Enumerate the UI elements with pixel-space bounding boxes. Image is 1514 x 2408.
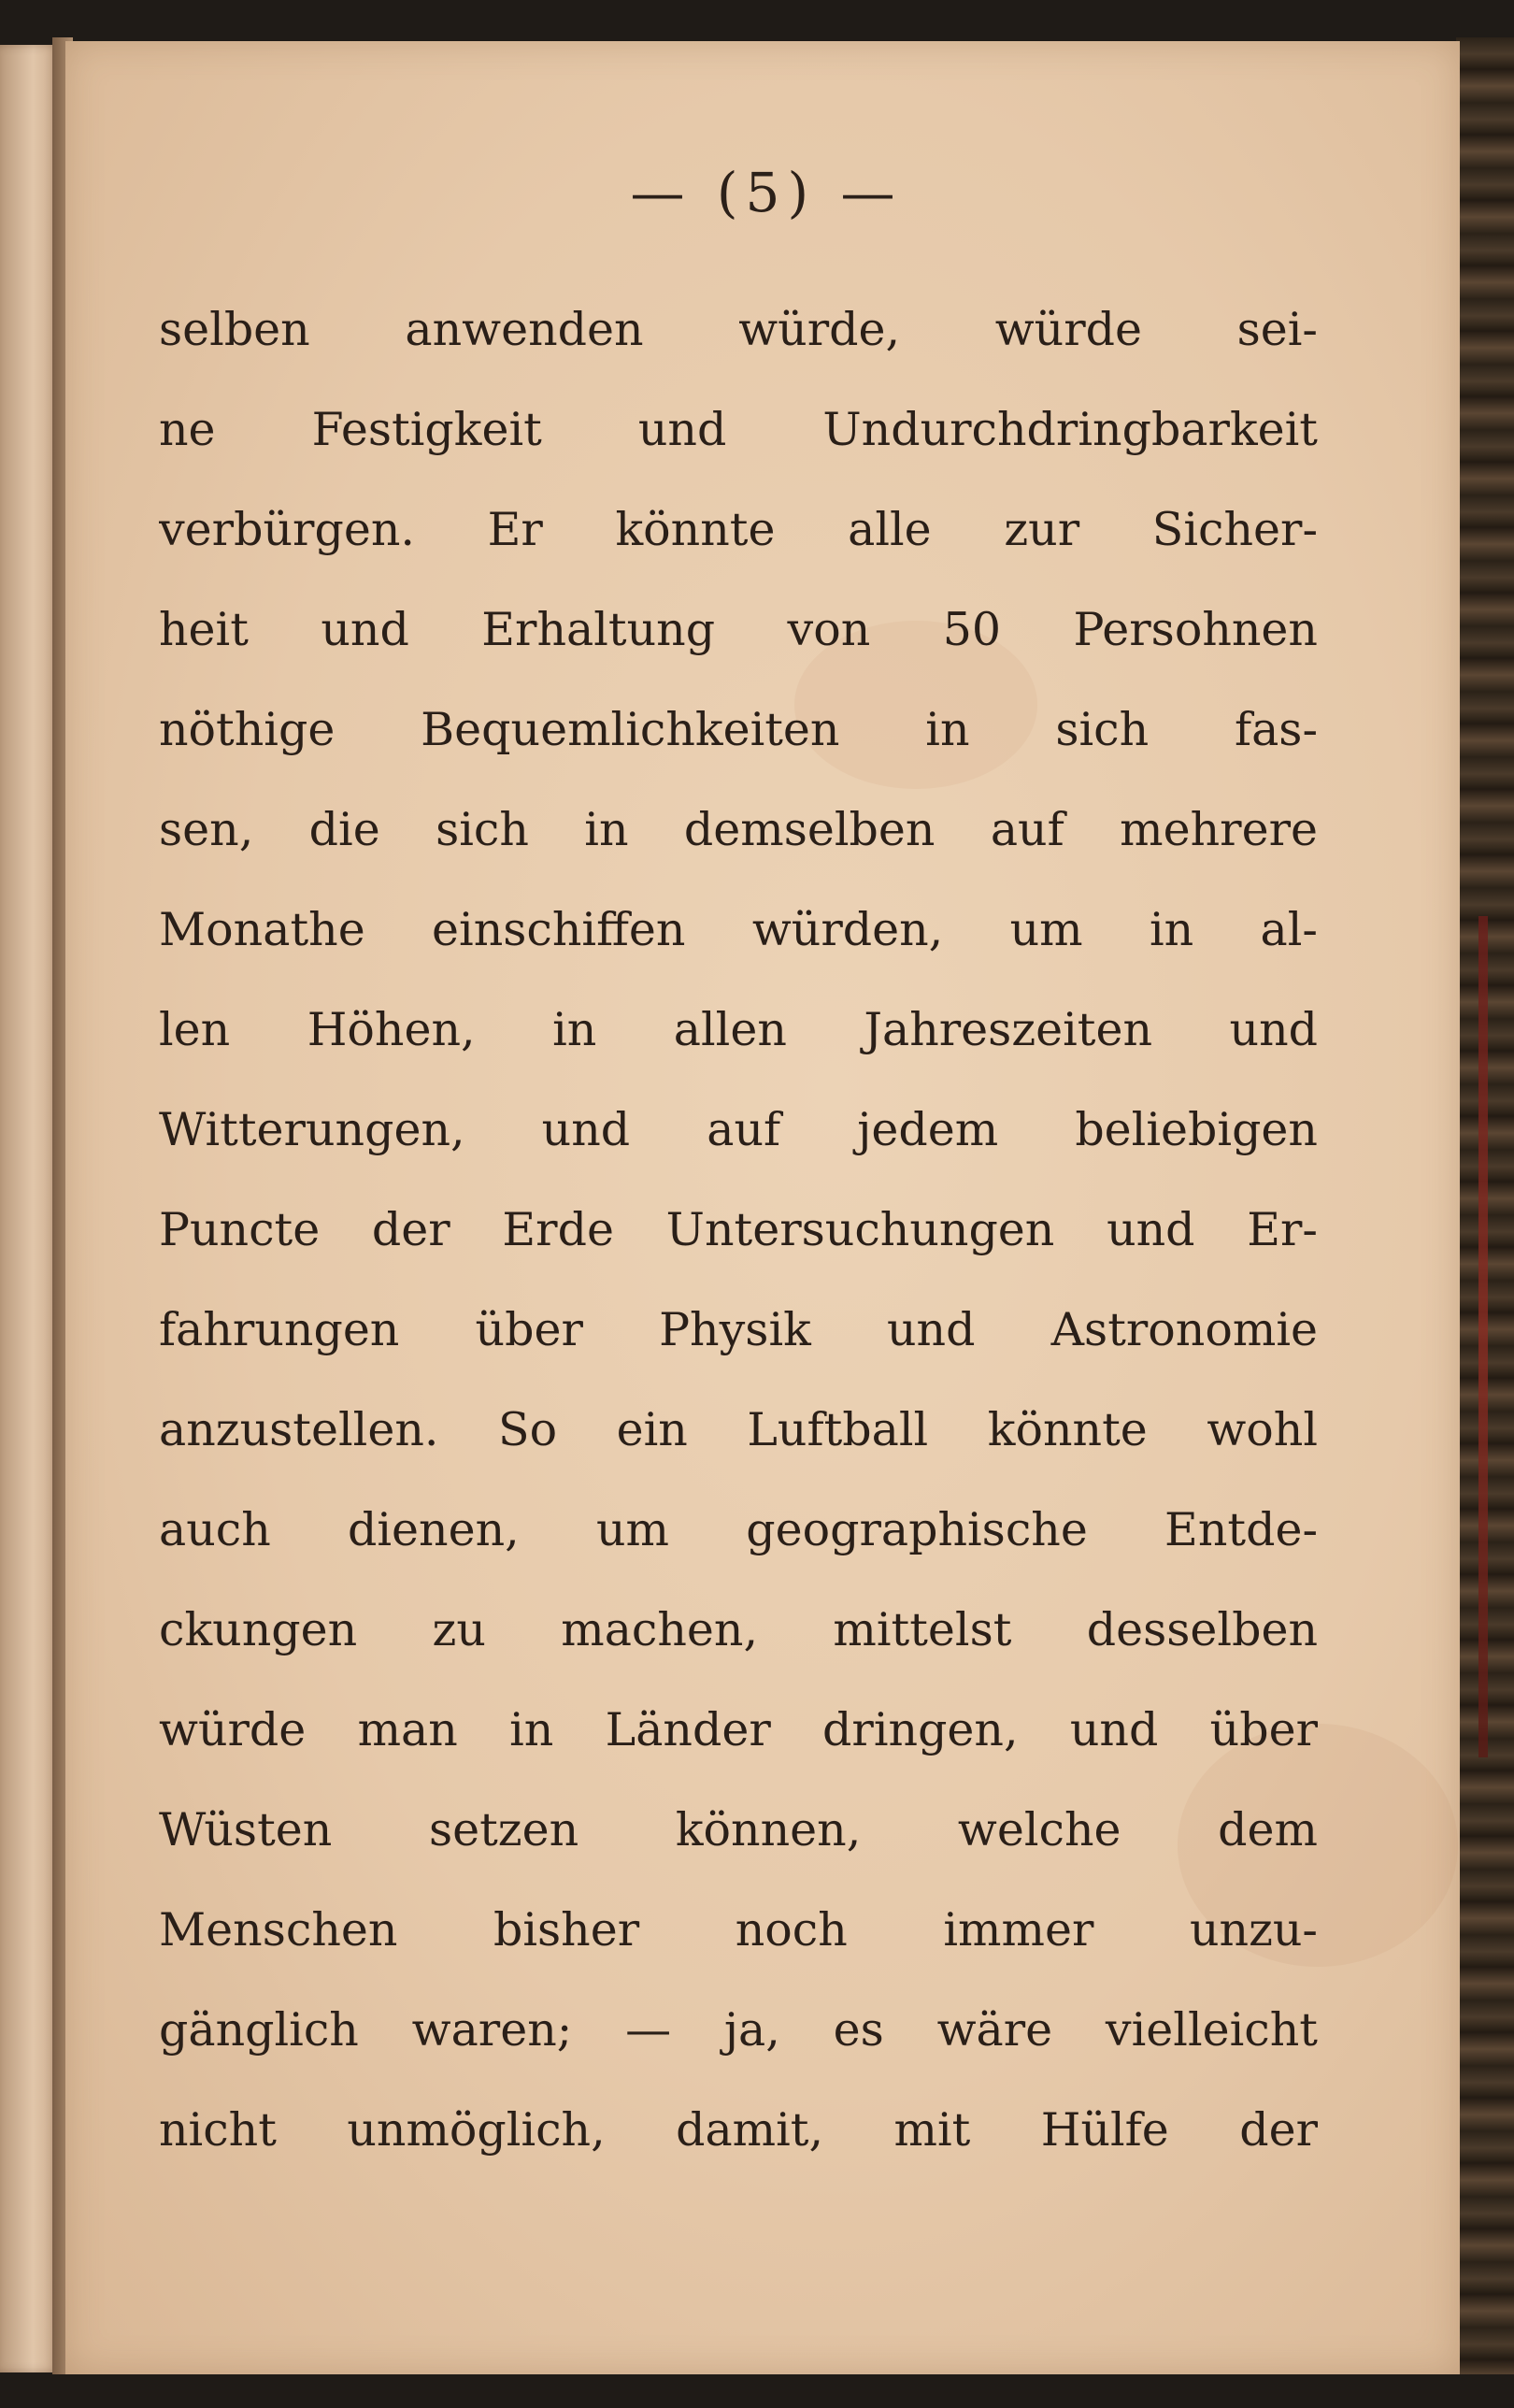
text-line: nicht unmöglich, damit, mit Hülfe der	[159, 2103, 1318, 2157]
text-line: ne Festigkeit und Undurchdringbarkeit	[159, 403, 1318, 456]
cover-edge-red-band	[1478, 916, 1488, 1757]
text-line: verbürgen. Er könnte alle zur Sicher-	[159, 503, 1318, 556]
text-line: würde man in Länder dringen, und über	[159, 1703, 1318, 1756]
text-line: fahrungen über Physik und Astronomie	[159, 1303, 1318, 1356]
text-line: selben anwenden würde, würde sei-	[159, 303, 1318, 356]
text-line: Menschen bisher noch immer unzu-	[159, 1903, 1318, 1956]
book-page	[65, 41, 1460, 2374]
text-line: gänglich waren; — ja, es wäre vielleicht	[159, 2003, 1318, 2057]
text-line: anzustellen. So ein Luftball könnte wohl	[159, 1403, 1318, 1456]
body-text	[159, 280, 1318, 2180]
text-line: Monathe einschiffen würden, um in al-	[159, 903, 1318, 956]
text-line: sen, die sich in demselben auf mehrere	[159, 803, 1318, 856]
text-line: Witterungen, und auf jedem beliebigen	[159, 1103, 1318, 1156]
text-line: nöthige Bequemlichkeiten in sich fas-	[159, 703, 1318, 756]
facing-page-edge	[0, 45, 60, 2372]
page-number: — (5) —	[630, 161, 903, 224]
text-line: heit und Erhaltung von 50 Persohnen	[159, 603, 1318, 656]
text-line: len Höhen, in allen Jahreszeiten und	[159, 1003, 1318, 1056]
text-line: Wüsten setzen können, welche dem	[159, 1803, 1318, 1856]
text-line: auch dienen, um geographische Entde-	[159, 1503, 1318, 1556]
text-line: Puncte der Erde Untersuchungen und Er-	[159, 1203, 1318, 1256]
text-line: ckungen zu machen, mittelst desselben	[159, 1603, 1318, 1656]
